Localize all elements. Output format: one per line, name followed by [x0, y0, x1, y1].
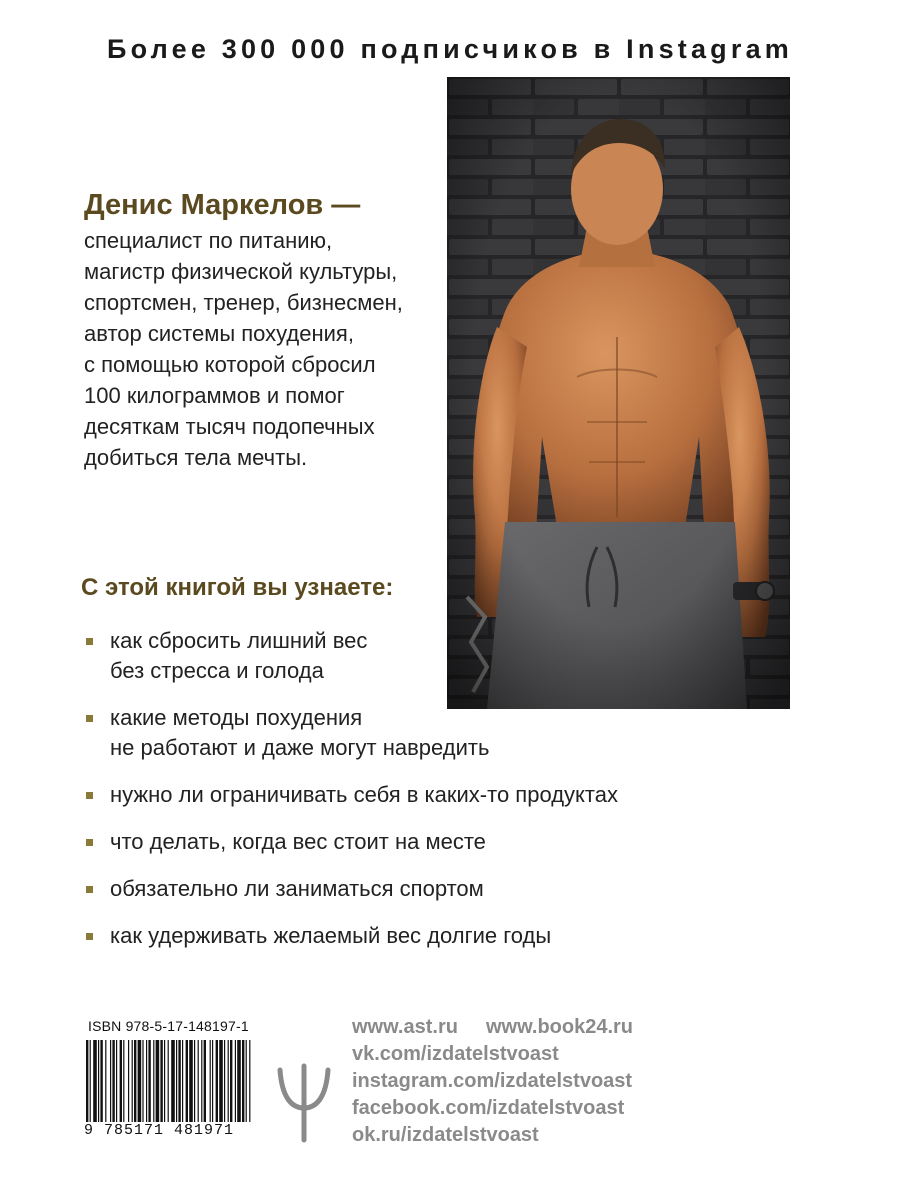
list-item-line: какие методы похудения [110, 705, 363, 730]
author-name: Денис Маркелов — [84, 189, 361, 221]
list-item-line: без стресса и голода [110, 658, 324, 683]
list-item-line: обязательно ли заниматься спортом [110, 876, 484, 901]
square-bullet-icon [86, 886, 93, 893]
list-item [86, 827, 786, 857]
list-item [86, 626, 786, 686]
link-ast[interactable]: www.ast.ru [352, 1016, 458, 1038]
barcode-digits: 9 785171 481971 [84, 1122, 252, 1144]
bio-line: с помощью которой сбросил [84, 352, 376, 377]
bio-line: магистр физической культуры, [84, 259, 398, 284]
bio-line: 100 килограммов и помог [84, 383, 345, 408]
author-photo-illustration [447, 77, 790, 709]
square-bullet-icon [86, 839, 93, 846]
list-item [86, 874, 786, 904]
list-item [86, 921, 786, 951]
square-bullet-icon [86, 638, 93, 645]
square-bullet-icon [86, 933, 93, 940]
bio-line: автор системы похудения, [84, 321, 354, 346]
links-row [352, 1014, 633, 1041]
learn-heading: С этой книгой вы узнаете: [81, 574, 394, 601]
bio-line: десяткам тысяч подопечных [84, 414, 375, 439]
top-tagline: Более 300 000 подписчиков в Instagram [106, 34, 794, 64]
publisher-links [352, 1014, 633, 1149]
bio-line: специалист по питанию, [84, 228, 333, 253]
list-item [86, 703, 786, 763]
learn-list [86, 626, 786, 968]
author-bio [84, 225, 434, 473]
link-instagram[interactable]: instagram.com/izdatelstvoast [352, 1070, 633, 1092]
list-item-line: не работают и даже могут навредить [110, 735, 490, 760]
list-item-line: как сбросить лишний вес [110, 628, 368, 653]
author-photo [447, 77, 790, 709]
isbn-text: ISBN 978-5-17-148197-1 [88, 1018, 249, 1034]
link-facebook[interactable]: facebook.com/izdatelstvoast [352, 1097, 625, 1119]
psi-logo-icon [276, 1062, 332, 1144]
link-book24[interactable]: www.book24.ru [485, 1016, 634, 1038]
list-item-line: что делать, когда вес стоит на месте [110, 829, 486, 854]
list-item-line: как удерживать желаемый вес долгие годы [110, 923, 552, 948]
list-item [86, 780, 786, 810]
bio-line: добиться тела мечты. [84, 445, 308, 470]
author-block [84, 189, 434, 473]
link-vk[interactable]: vk.com/izdatelstvoast [352, 1043, 559, 1065]
square-bullet-icon [86, 792, 93, 799]
link-ok[interactable]: ok.ru/izdatelstvoast [352, 1124, 539, 1146]
bio-line: спортсмен, тренер, бизнесмен, [84, 290, 403, 315]
list-item-line: нужно ли ограничивать себя в каких-то продуктах [110, 782, 618, 807]
square-bullet-icon [86, 715, 93, 722]
